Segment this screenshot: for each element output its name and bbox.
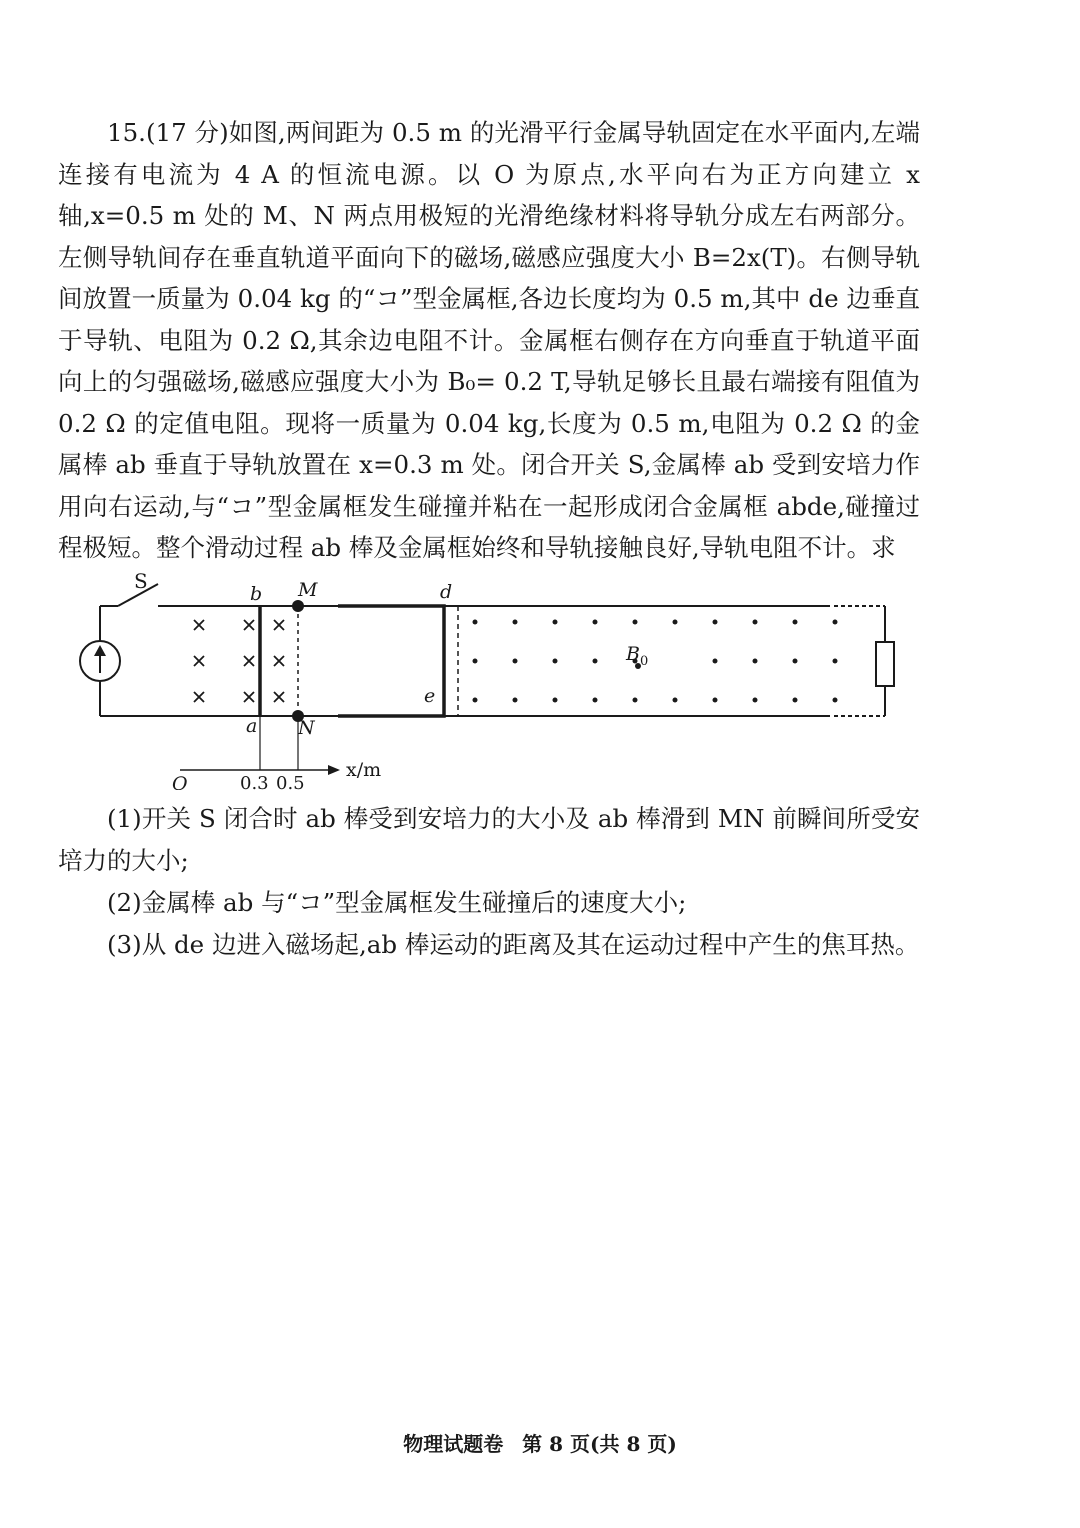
circuit-diagram [60, 570, 900, 790]
label-e: e [424, 685, 436, 707]
page-footer [0, 1428, 1080, 1457]
axis-label: x/m [346, 759, 382, 781]
label-M: M [298, 579, 318, 601]
problem-statement [58, 112, 920, 569]
question-3: (3)从 de 边进入磁场起,ab 棒运动的距离及其在运动过程中产生的焦耳热。 [107, 930, 920, 959]
label-N: N [298, 717, 315, 739]
question-2: (2)金属棒 ab 与“コ”型金属框发生碰撞后的速度大小; [107, 888, 687, 917]
label-b: b [250, 583, 263, 605]
tick-label-0.5: 0.5 [276, 773, 305, 790]
label-origin: O [172, 773, 188, 790]
label-switch: S [134, 570, 148, 593]
footer-subject: 物理试题卷 [403, 1432, 504, 1456]
problem-text: 15.(17 分)如图,两间距为 0.5 m 的光滑平行金属导轨固定在水平面内,左端连接有电流为 4 A 的恒流电源。以 O 为原点,水平向右为正方向建立 x 轴,x=0.5 m 处的 M、N 两点用极短的光滑绝缘材料将导轨分成左右两部分。左侧导轨间存在垂直轨道平面向下的磁场,磁感应强度大小 B=2x(T)。右侧导轨间放置一质量为 0.04 kg 的“コ”型金属框,各边长度均为 0.5 m,其中 de 边垂直于导轨、电阻为 0.2 Ω,其余边电阻不计。金属框右侧存在方向垂直于轨道平面向上的匀强磁场,磁感应强度大小为 B₀= 0.2 T,导轨足够长且最右端接有阻值为 0.2 Ω 的定值电阻。现将一质量为 0.04 kg,长度为 0.5 m,电阻为 0.2 Ω 的金属棒 ab 垂直于导轨放置在 x=0.3 m 处。闭合开关 S,金属棒 ab 受到安培力作用向右运动,与“コ”型金属框发生碰撞并粘在一起形成闭合金属框 abde,碰撞过程极短。整个滑动过程 ab 棒及金属框始终和导轨接触良好,导轨电阻不计。求 [58, 118, 920, 562]
label-a: a [246, 715, 258, 737]
label-field: $B_0$ [626, 643, 649, 669]
questions [58, 798, 920, 966]
footer-page-number: 第 8 页(共 8 页) [522, 1432, 677, 1456]
question-1: (1)开关 S 闭合时 ab 棒受到安培力的大小及 ab 棒滑到 MN 前瞬间所受安培力的大小; [58, 804, 920, 875]
label-d: d [440, 581, 453, 603]
tick-label-0.3: 0.3 [240, 773, 269, 790]
